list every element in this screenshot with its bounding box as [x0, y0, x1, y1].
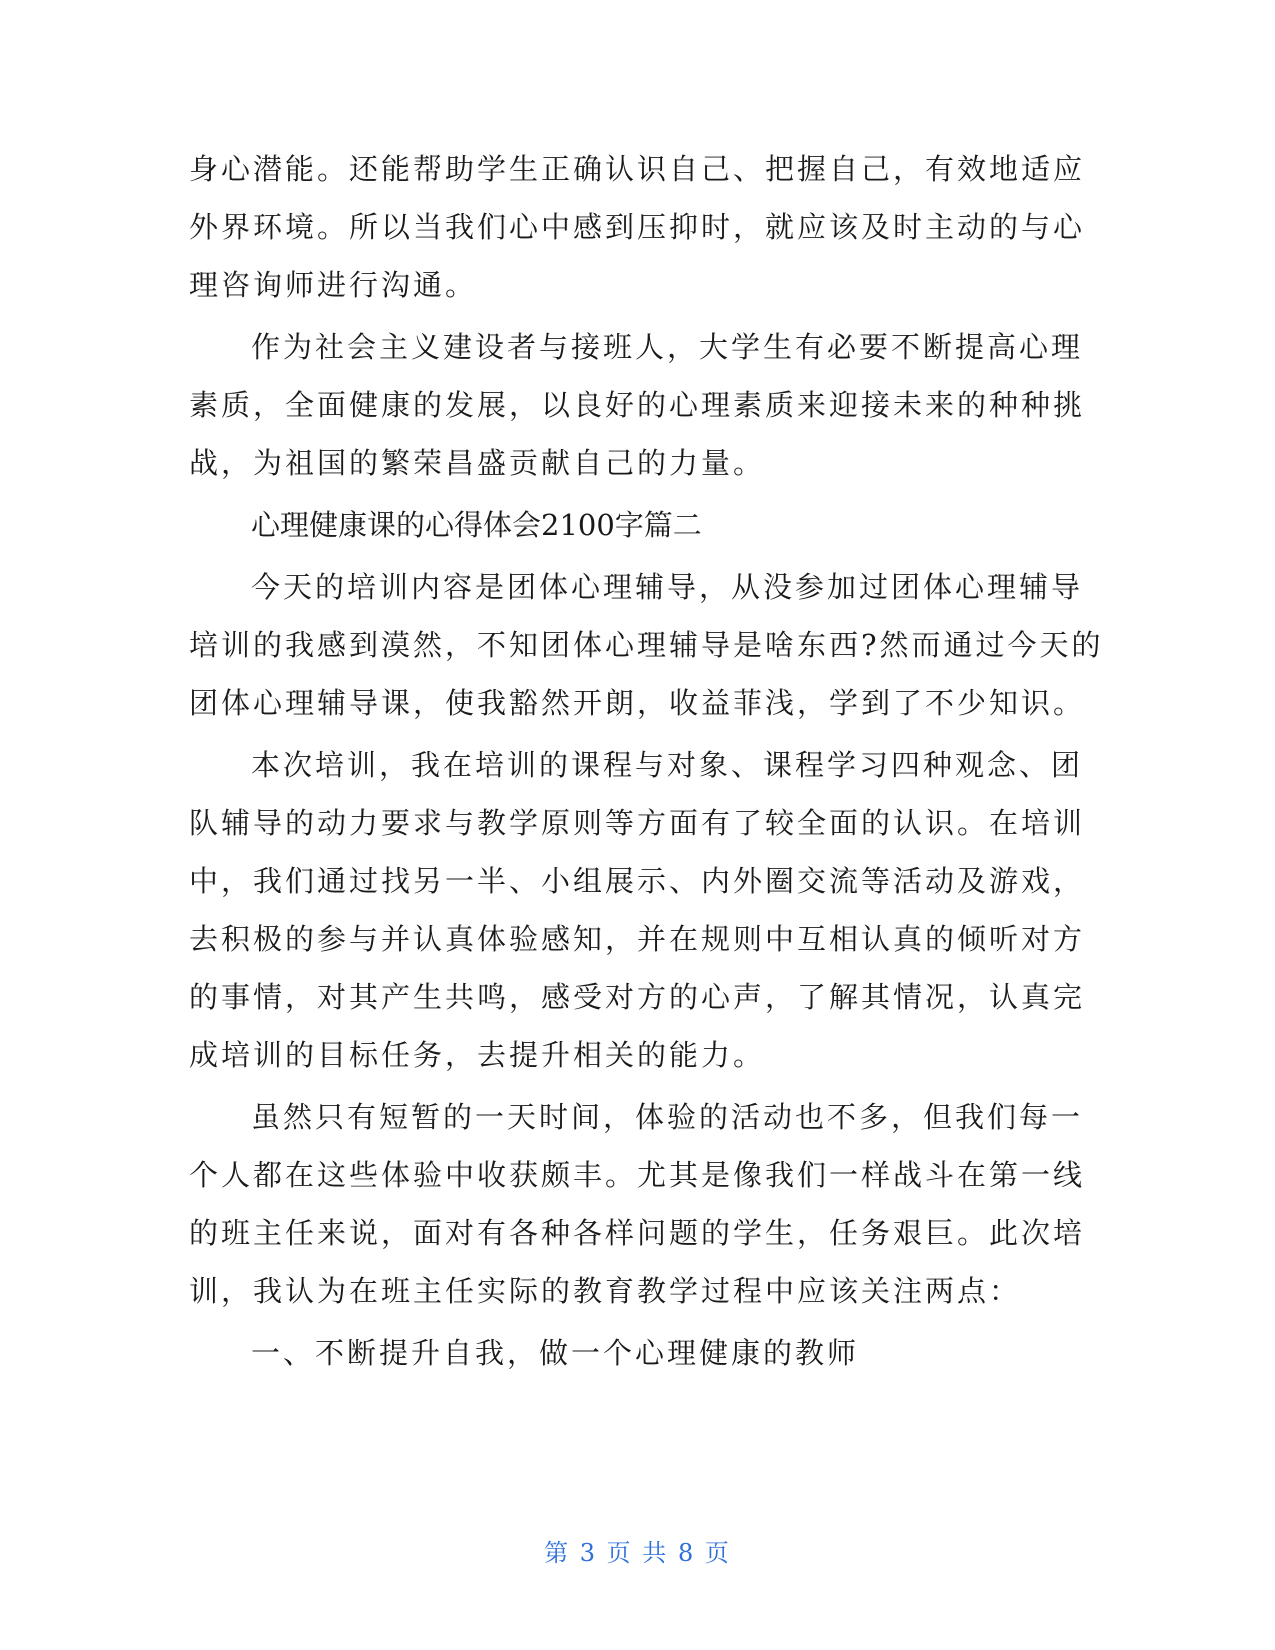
text-line: 成培训的目标任务，去提升相关的能力。: [189, 1038, 766, 1072]
text-line: 一、不断提升自我，做一个心理健康的教师: [251, 1336, 860, 1370]
document-body: [189, 140, 1104, 1382]
text-line: 的事情，对其产生共鸣，感受对方的心声，了解其情况，认真完: [189, 980, 1086, 1014]
text-line: 培训的我感到漠然，不知团体心理辅导是啥东西?然而通过今天的: [189, 628, 1104, 662]
text-line: 身心潜能。还能帮助学生正确认识自己、把握自己，有效地适应: [189, 152, 1086, 186]
paragraph: [189, 558, 1104, 732]
paragraph: [189, 736, 1086, 1084]
text-line: 心理健康课的心得体会2100字篇二: [251, 508, 702, 542]
text-line: 训，我认为在班主任实际的教育教学过程中应该关注两点：: [189, 1274, 1022, 1308]
paragraph: [189, 1088, 1086, 1320]
text-line: 团体心理辅导课，使我豁然开朗，收益菲浅，学到了不少知识。: [189, 686, 1086, 720]
paragraph: [189, 140, 1086, 314]
text-line: 理咨询师进行沟通。: [189, 268, 478, 302]
text-line: 去积极的参与并认真体验感知，并在规则中互相认真的倾听对方: [189, 922, 1086, 956]
text-line: 战，为祖国的繁荣昌盛贡献自己的力量。: [189, 446, 766, 480]
text-line: 今天的培训内容是团体心理辅导，从没参加过团体心理辅导: [251, 570, 1084, 604]
text-line: 素质，全面健康的发展，以良好的心理素质来迎接未来的种种挑: [189, 388, 1086, 422]
paragraph: [189, 1324, 1074, 1382]
text-line: 外界环境。所以当我们心中感到压抑时，就应该及时主动的与心: [189, 210, 1086, 244]
text-line: 作为社会主义建设者与接班人，大学生有必要不断提高心理: [251, 330, 1084, 364]
text-line: 队辅导的动力要求与教学原则等方面有了较全面的认识。在培训: [189, 806, 1086, 840]
section-heading: [189, 496, 1074, 554]
paragraph: [189, 318, 1086, 492]
page-footer: 第 3 页 共 8 页: [544, 1539, 731, 1567]
text-line: 虽然只有短暂的一天时间，体验的活动也不多，但我们每一: [251, 1100, 1084, 1134]
text-line: 中，我们通过找另一半、小组展示、内外圈交流等活动及游戏，: [189, 864, 1086, 898]
text-line: 本次培训，我在培训的课程与对象、课程学习四种观念、团: [251, 748, 1084, 782]
text-line: 的班主任来说，面对有各种各样问题的学生，任务艰巨。此次培: [189, 1216, 1086, 1250]
text-line: 个人都在这些体验中收获颇丰。尤其是像我们一样战斗在第一线: [189, 1158, 1086, 1192]
